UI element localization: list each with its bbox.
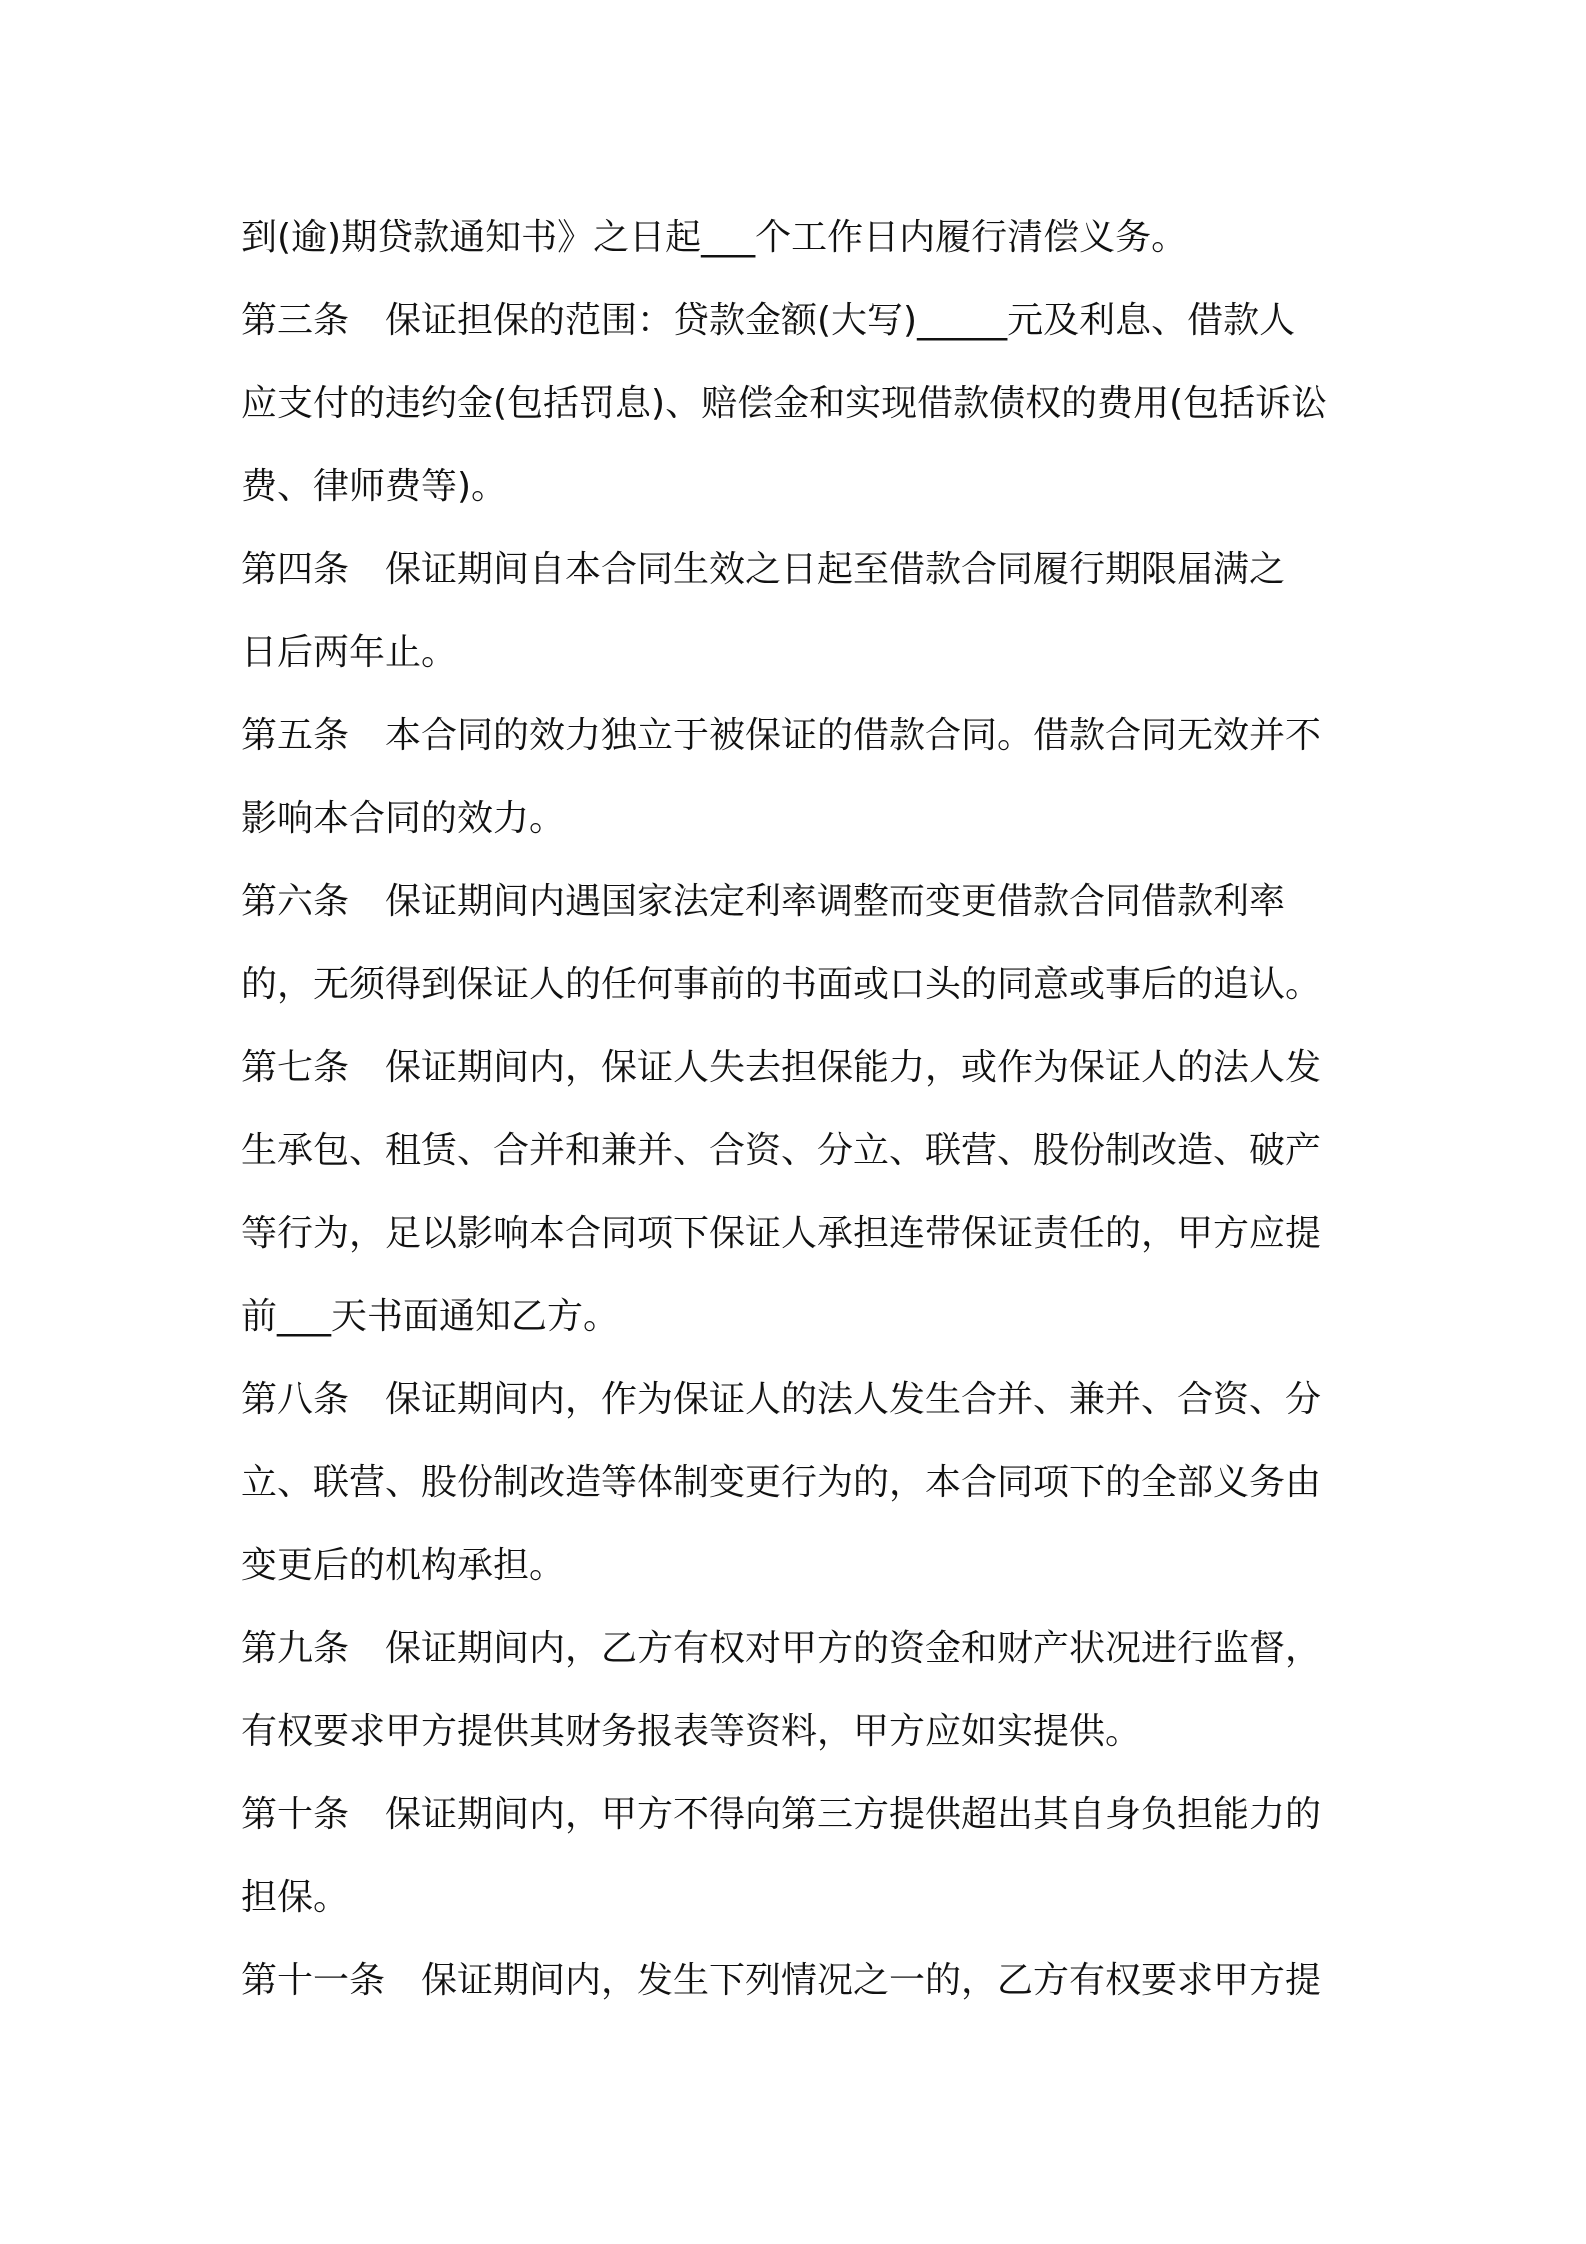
text-line-1: 到(逾)期贷款通知书》之日起___个工作日内履行清偿义务。 — [241, 217, 1188, 258]
text-line-14: 前___天书面通知乙方。 — [241, 1296, 620, 1337]
text-line-17: 变更后的机构承担。 — [241, 1545, 566, 1586]
text-line-3: 应支付的违约金(包括罚息)、赔偿金和实现借款债权的费用(包括诉讼 — [241, 383, 1328, 424]
text-line-15: 第八条 保证期间内，作为保证人的法人发生合并、兼并、合资、分 — [241, 1379, 1322, 1420]
text-line-5: 第四条 保证期间自本合同生效之日起至借款合同履行期限届满之 — [241, 549, 1286, 590]
document-body — [241, 196, 1361, 2022]
text-line-11: 第七条 保证期间内，保证人失去担保能力，或作为保证人的法人发 — [241, 1047, 1322, 1088]
text-line-2: 第三条 保证担保的范围：贷款金额(大写)_____元及利息、借款人 — [241, 300, 1296, 341]
text-line-18: 第九条 保证期间内，乙方有权对甲方的资金和财产状况进行监督， — [241, 1628, 1322, 1669]
text-line-13: 等行为，足以影响本合同项下保证人承担连带保证责任的，甲方应提 — [241, 1213, 1322, 1254]
text-line-8: 影响本合同的效力。 — [241, 798, 566, 839]
text-line-12: 生承包、租赁、合并和兼并、合资、分立、联营、股份制改造、破产 — [241, 1130, 1322, 1171]
text-line-6: 日后两年止。 — [241, 632, 458, 673]
text-line-19: 有权要求甲方提供其财务报表等资料，甲方应如实提供。 — [241, 1711, 1142, 1752]
text-line-21: 担保。 — [241, 1877, 350, 1918]
text-line-7: 第五条 本合同的效力独立于被保证的借款合同。借款合同无效并不 — [241, 715, 1322, 756]
text-line-4: 费、律师费等)。 — [241, 466, 508, 507]
text-line-16: 立、联营、股份制改造等体制变更行为的，本合同项下的全部义务由 — [241, 1462, 1322, 1503]
text-line-9: 第六条 保证期间内遇国家法定利率调整而变更借款合同借款利率 — [241, 881, 1286, 922]
text-line-10: 的，无须得到保证人的任何事前的书面或口头的同意或事后的追认。 — [241, 964, 1322, 1005]
text-line-20: 第十条 保证期间内，甲方不得向第三方提供超出其自身负担能力的 — [241, 1794, 1322, 1835]
text-line-22: 第十一条 保证期间内，发生下列情况之一的，乙方有权要求甲方提 — [241, 1960, 1322, 2001]
